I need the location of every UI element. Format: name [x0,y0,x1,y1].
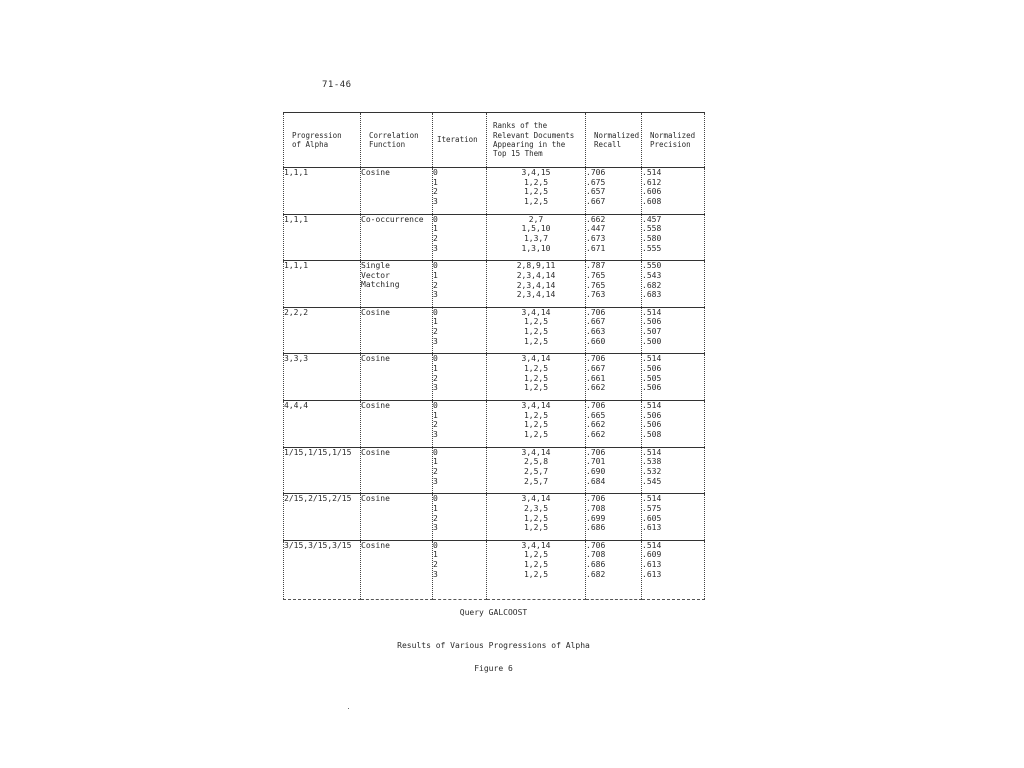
iteration-value: 0 [433,307,438,317]
table-row [284,400,705,447]
precision-cell [642,447,705,494]
precision-value: .514 [642,494,662,504]
iteration-value: 2 [433,513,438,523]
recall-value: .665 [586,410,606,420]
recall-value: .667 [586,317,606,327]
iteration-value: 3 [433,336,438,346]
recall-value: .763 [586,290,606,300]
precision-cell [642,307,705,354]
recall-cell [586,400,642,447]
table-row [284,354,705,401]
iteration-value: 1 [433,550,438,560]
ranks-value: 3,4,14 [521,447,551,457]
correlation-cell: Co-occurrence [361,214,433,261]
iteration-value: 0 [433,214,438,224]
precision-value: .532 [642,466,662,476]
iteration-cell [433,494,487,541]
precision-value: .609 [642,550,662,560]
iteration-value: 3 [433,383,438,393]
ranks-value: 1,2,5 [523,383,549,393]
correlation-cell: Cosine [361,494,433,541]
ranks-value: 1,2,5 [523,336,549,346]
table-row [284,307,705,354]
precision-value: .606 [642,187,662,197]
recall-value: .660 [586,336,606,346]
iteration-value: 1 [433,364,438,374]
recall-value: .667 [586,197,606,207]
correlation-cell: Cosine [361,307,433,354]
table-row [284,214,705,261]
recall-value: .706 [586,168,606,177]
recall-value: .686 [586,523,606,533]
recall-cell [586,354,642,401]
iteration-value: 3 [433,569,438,579]
recall-value: .706 [586,447,606,457]
recall-value: .690 [586,466,606,476]
recall-value: .661 [586,373,606,383]
precision-value: .605 [642,513,662,523]
ranks-value: 2,7 [528,214,544,224]
precision-value: .580 [642,233,662,243]
ranks-cell [487,261,586,308]
recall-value: .663 [586,327,606,337]
precision-value: .514 [642,540,662,550]
precision-cell [642,168,705,215]
header-precision: Normalized Precision [642,113,705,168]
iteration-value: 2 [433,466,438,476]
iteration-cell [433,447,487,494]
iteration-value: 3 [433,290,438,300]
ranks-value: 1,2,5 [523,410,549,420]
correlation-cell: Cosine [361,400,433,447]
precision-value: .508 [642,430,662,440]
recall-value: .657 [586,187,606,197]
header-iteration: Iteration [433,113,487,168]
iteration-value: 3 [433,476,438,486]
correlation-cell: Cosine [361,447,433,494]
recall-value: .662 [586,214,606,224]
iteration-value: 0 [433,261,438,271]
recall-value: .675 [586,177,606,187]
recall-value: .673 [586,233,606,243]
ranks-value: 1,2,5 [523,197,549,207]
progression-cell: 1,1,1 [284,214,361,261]
progression-cell: 2,2,2 [284,307,361,354]
precision-value: .514 [642,400,662,410]
precision-value: .506 [642,420,662,430]
ranks-value: 2,8,9,11 [516,261,556,271]
ranks-value: 1,2,5 [523,560,549,570]
precision-value: .608 [642,197,662,207]
recall-value: .682 [586,569,606,579]
recall-cell [586,447,642,494]
recall-cell [586,261,642,308]
ranks-cell [487,400,586,447]
ranks-value: 1,2,5 [523,327,549,337]
recall-value: .662 [586,420,606,430]
precision-value: .555 [642,243,662,253]
ranks-cell [487,307,586,354]
precision-value: .506 [642,410,662,420]
recall-value: .662 [586,430,606,440]
recall-value: .706 [586,494,606,504]
precision-value: .506 [642,383,662,393]
iteration-value: 2 [433,187,438,197]
iteration-value: 1 [433,457,438,467]
precision-value: .514 [642,447,662,457]
ranks-value: 1,2,5 [523,187,549,197]
precision-cell [642,494,705,541]
precision-value: .457 [642,214,662,224]
precision-cell [642,540,705,599]
table-header-row [284,113,705,168]
iteration-value: 2 [433,327,438,337]
ranks-cell [487,168,586,215]
iteration-value: 1 [433,177,438,187]
scan-speck [348,708,349,709]
precision-value: .558 [642,224,662,234]
iteration-value: 1 [433,503,438,513]
precision-cell [642,214,705,261]
precision-value: .550 [642,261,662,271]
iteration-value: 3 [433,243,438,253]
iteration-value: 0 [433,354,438,364]
recall-value: .765 [586,280,606,290]
iteration-value: 2 [433,420,438,430]
iteration-value: 3 [433,430,438,440]
iteration-value: 0 [433,447,438,457]
progression-cell: 4,4,4 [284,400,361,447]
ranks-value: 3,4,14 [521,354,551,364]
recall-value: .706 [586,354,606,364]
precision-value: .514 [642,168,662,177]
iteration-value: 0 [433,168,438,177]
iteration-value: 2 [433,560,438,570]
recall-value: .447 [586,224,606,234]
precision-value: .507 [642,327,662,337]
precision-value: .613 [642,569,662,579]
iteration-value: 1 [433,410,438,420]
precision-value: .682 [642,280,662,290]
precision-value: .505 [642,373,662,383]
figure-caption: Results of Various Progressions of Alpha [397,641,590,650]
progression-cell: 2/15,2/15,2/15 [284,494,361,541]
iteration-value: 0 [433,540,438,550]
ranks-value: 1,3,10 [521,243,551,253]
precision-value: .543 [642,270,662,280]
ranks-cell [487,540,586,599]
precision-value: .506 [642,364,662,374]
recall-value: .699 [586,513,606,523]
precision-cell [642,261,705,308]
progression-cell: 3/15,3/15,3/15 [284,540,361,599]
ranks-cell [487,494,586,541]
ranks-value: 2,5,7 [523,476,549,486]
recall-value: .701 [586,457,606,467]
ranks-value: 1,2,5 [523,420,549,430]
recall-value: .684 [586,476,606,486]
iteration-value: 1 [433,224,438,234]
ranks-value: 2,3,4,14 [516,290,556,300]
ranks-value: 1,2,5 [523,373,549,383]
ranks-value: 1,3,7 [523,233,549,243]
precision-value: .683 [642,290,662,300]
recall-value: .787 [586,261,606,271]
recall-value: .686 [586,560,606,570]
recall-cell [586,307,642,354]
precision-value: .545 [642,476,662,486]
ranks-value: 1,2,5 [523,430,549,440]
header-ranks: Ranks of the Relevant Documents Appearing in the Top 15 Them [487,113,586,168]
precision-value: .506 [642,317,662,327]
recall-cell [586,168,642,215]
precision-value: .514 [642,354,662,364]
iteration-value: 3 [433,197,438,207]
recall-value: .706 [586,540,606,550]
ranks-value: 1,2,5 [523,550,549,560]
ranks-value: 2,3,5 [523,503,549,513]
ranks-value: 2,5,7 [523,466,549,476]
ranks-cell [487,447,586,494]
recall-cell [586,540,642,599]
ranks-value: 1,2,5 [523,317,549,327]
progression-cell: 1/15,1/15,1/15 [284,447,361,494]
table-body [284,168,705,600]
ranks-value: 3,4,14 [521,400,551,410]
precision-cell [642,400,705,447]
recall-value: .667 [586,364,606,374]
correlation-cell: Cosine [361,354,433,401]
recall-value: .662 [586,383,606,393]
correlation-cell: Cosine [361,168,433,215]
iteration-value: 0 [433,400,438,410]
iteration-value: 2 [433,233,438,243]
iteration-value: 2 [433,373,438,383]
figure-label: Figure 6 [474,664,513,673]
ranks-value: 3,4,14 [521,540,551,550]
precision-value: .500 [642,336,662,346]
recall-value: .708 [586,550,606,560]
table-row [284,447,705,494]
precision-value: .538 [642,457,662,467]
precision-value: .613 [642,523,662,533]
page-number: 71-46 [322,80,352,90]
ranks-value: 3,4,15 [521,168,551,177]
recall-value: .765 [586,270,606,280]
progression-cell: 1,1,1 [284,261,361,308]
iteration-cell [433,261,487,308]
header-progression: Progression of Alpha [284,113,361,168]
table-row [284,494,705,541]
query-label: Query GALCOOST [459,608,528,617]
ranks-value: 1,2,5 [523,569,549,579]
iteration-cell [433,354,487,401]
recall-value: .708 [586,503,606,513]
ranks-value: 1,2,5 [523,513,549,523]
iteration-value: 0 [433,494,438,504]
precision-value: .612 [642,177,662,187]
recall-cell [586,494,642,541]
iteration-value: 3 [433,523,438,533]
iteration-value: 1 [433,270,438,280]
header-correlation: Correlation Function [361,113,433,168]
correlation-cell: Single Vector Matching [361,261,433,308]
ranks-value: 1,2,5 [523,364,549,374]
ranks-value: 2,3,4,14 [516,270,556,280]
ranks-value: 1,2,5 [523,177,549,187]
iteration-cell [433,214,487,261]
table-row [284,540,705,599]
ranks-cell [487,214,586,261]
ranks-value: 1,5,10 [521,224,551,234]
progression-cell: 1,1,1 [284,168,361,215]
ranks-cell [487,354,586,401]
precision-cell [642,354,705,401]
progression-cell: 3,3,3 [284,354,361,401]
table-row [284,168,705,215]
iteration-cell [433,540,487,599]
iteration-cell [433,400,487,447]
iteration-cell [433,307,487,354]
recall-cell [586,214,642,261]
header-recall: Normalized Recall [586,113,642,168]
iteration-value: 2 [433,280,438,290]
ranks-value: 3,4,14 [521,307,551,317]
iteration-cell [433,168,487,215]
recall-value: .671 [586,243,606,253]
ranks-value: 3,4,14 [521,494,551,504]
iteration-value: 1 [433,317,438,327]
precision-value: .575 [642,503,662,513]
results-table [283,112,705,600]
table-row [284,261,705,308]
ranks-value: 2,3,4,14 [516,280,556,290]
recall-value: .706 [586,307,606,317]
precision-value: .613 [642,560,662,570]
ranks-value: 1,2,5 [523,523,549,533]
precision-value: .514 [642,307,662,317]
recall-value: .706 [586,400,606,410]
ranks-value: 2,5,8 [523,457,549,467]
correlation-cell: Cosine [361,540,433,599]
